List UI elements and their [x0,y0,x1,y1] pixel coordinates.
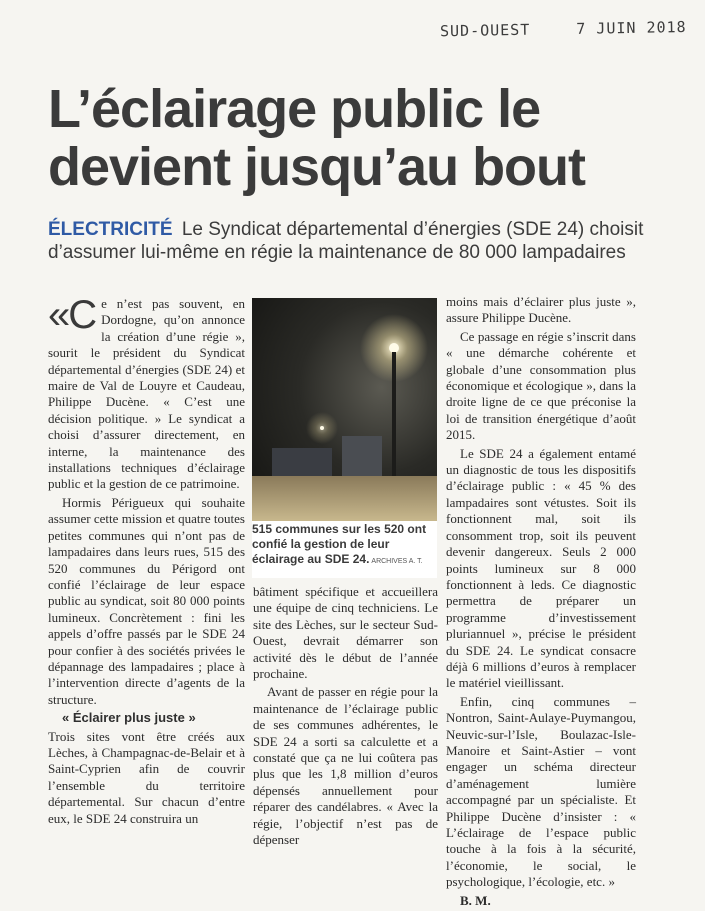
stamp-date: 7 JUIN 2018 [576,17,687,38]
photo-illustration [252,298,437,522]
headline-line-2: devient jusqu’au bout [48,137,586,197]
paragraph: Le SDE 24 a également entamé un diagnostic de tous les dispositifs d’éclairage public : « 45 % des lampadaires sont vétustes. Soit ils fonctionnent mal, soit ils consomment trop, soit ils peuvent devenir dangereux. Seuls 2 000 points lumineux sur 8 000 fonctionnent à leds. Ce diagnostic permettra de préparer un programme d’investissement pluriannuel », précise le président du SDE 24. Le syndicat consacre déjà 6 millions d’euros à remplacer le matériel vieillissant. [446,445,636,691]
photo-caption [252,521,437,578]
paragraph: moins mais d’éclairer plus juste », assure Philippe Ducène. [446,294,636,326]
lede-kicker: ÉLECTRICITÉ [48,219,173,240]
lamp-bulb [320,426,324,430]
article-column-2 [253,584,438,851]
paragraph-text: e n’est pas souvent, en Dordogne, qu’on annonce la création d’une régie », sourit le président du Syndicat départemental d’énergies (SDE 24) et maire de Val de Louyre et Caudeau, Philippe Ducène. « C’est une décision politique. » Le syndicat a choisi d’assurer directement, en interne, la maintenance des installations techniques d’éclairage public et la gestion de ce patrimoine. [48,296,245,492]
road [252,476,437,522]
paragraph: bâtiment spécifique et accueillera une équipe de cinq techniciens. Le site des Lèches, sur le secteur Sud-Ouest, devrait démarrer son activité dès le début de l’année prochaine. [253,584,438,682]
night-street-photo [252,298,437,522]
paragraph: Enfin, cinq communes – Nontron, Saint-Aulaye-Puymangou, Neuvic-sur-l’Isle, Boulazac-Isle-Manoire et Saint-Astier – vont engager un schéma directeur d’aménagement lumière accompagné par un spécialiste. Et Philippe Ducène d’insister : « L’éclairage de l’espace public touche à la fois à la sécurité, l’économie, le social, le psychologique, l’écologie, etc. » [446,693,636,890]
dropcap: «C [48,293,96,337]
caption-text: 515 communes sur les 520 ont confié la gestion de leur éclairage au SDE 24. [252,522,427,566]
paragraph: Ce passage en régie s’inscrit dans « une démarche cohérente et globale d’une consommation plus économique et écologique », dans la droite ligne de ce que préconise la loi de transition énergétique d’août 2015. [446,328,636,443]
lede [48,218,668,264]
paragraph [48,293,245,493]
lede-text: Le Syndicat départemental d’énergies (SDE 24) choisit d’assumer lui-même en régie la maintenance de 80 000 lampadaires [48,219,644,263]
paragraph: Hormis Périgueux qui souhaite assumer cette mission et quatre toutes petites communes qui n’ont pas de lampadaires dans leurs rues, 515 des 520 communes du Périgord ont confié l’éclairage de leur espace public au syndicat, soit 80 000 points lumineux. Concrètement : fini les appels d’offre passés par le SDE 24 pour confier à des sociétés privées le dépannage des lampadaires ; place à l’intervention directe d’agents de la structure. [48,494,245,707]
headline-line-1: L’éclairage public le [48,79,541,139]
source-stamp [440,18,700,41]
article-column-3 [446,294,636,911]
paragraph: Trois sites vont être créés aux Lèches, à Champagnac-de-Belair et à Saint-Cyprien afin de couvrir l’ensemble du territoire départemental. Sur chacun d’entre eux, le SDE 24 construira un [48,728,245,826]
byline: B. M. [460,892,491,908]
distant-building [342,436,382,478]
paragraph: Avant de passer en régie pour la maintenance de l’éclairage public de ses communes adhérentes, le SDE 24 a sorti sa calculette et a constaté que ça ne lui coûtera pas plus que les 1,8 million d’euros dépensés annuellement pour réparer des candélabres. « Avec la régie, l’objectif n’est pas de dépenser [253,684,438,848]
photo-credit: ARCHIVES A. T. [371,558,423,565]
stamp-source: SUD-OUEST [439,20,531,41]
distant-building [272,448,332,478]
headline [48,80,688,196]
subheading: « Éclairer plus juste » [62,710,196,726]
article-column-1 [48,293,245,829]
lamp-bulb [389,343,399,353]
